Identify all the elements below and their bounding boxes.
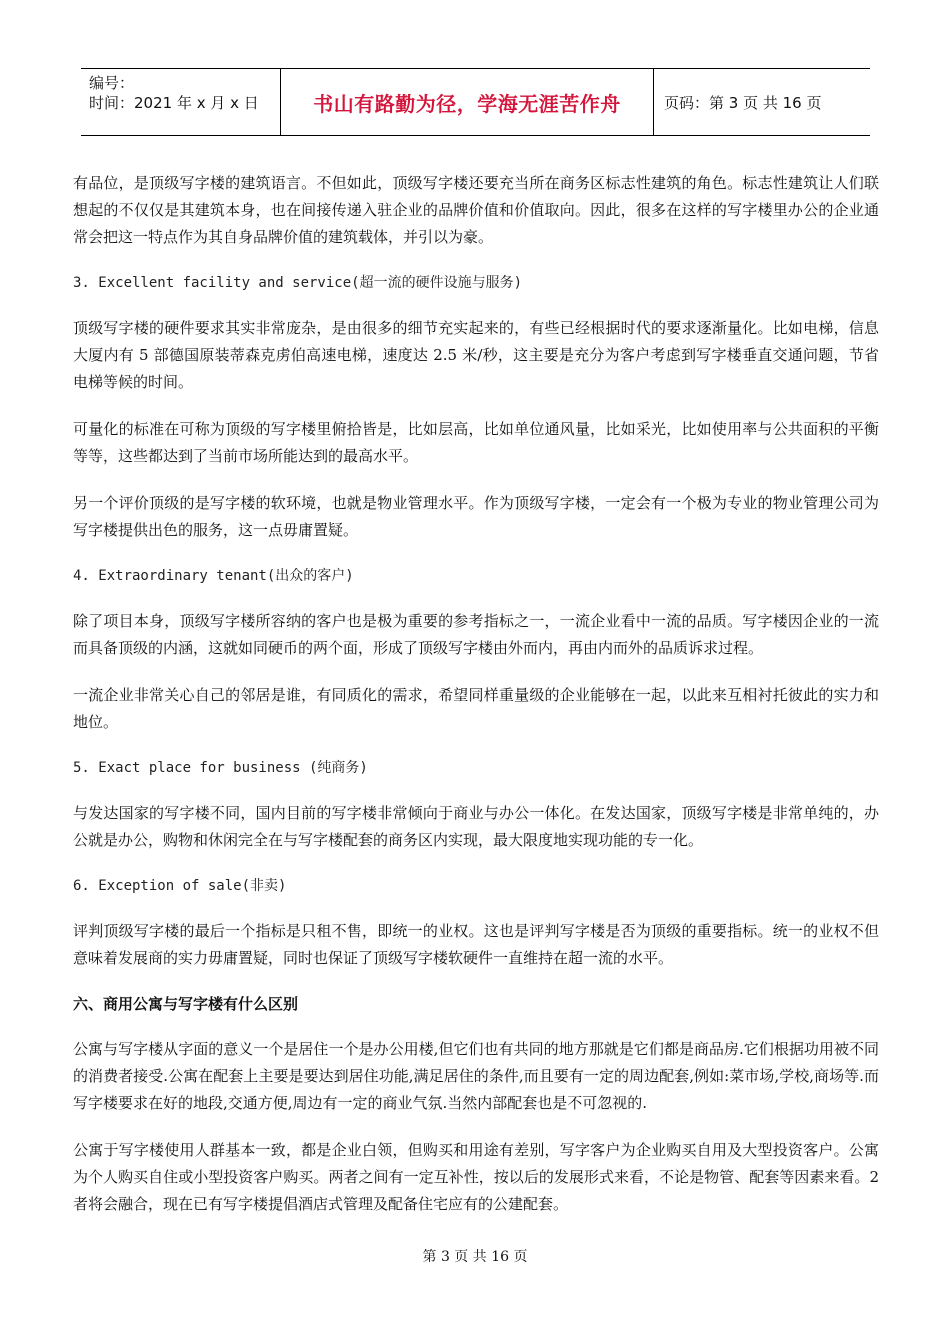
header-motto-cell — [281, 69, 654, 135]
date-label: 时间：2021 年 x 月 x 日 — [89, 94, 259, 112]
motto-text: 书山有路勤为径，学海无涯苦作舟 — [313, 91, 621, 116]
subheading-6: 6. Exception of sale(非卖) — [73, 878, 287, 894]
subheading-3: 3. Excellent facility and service(超一流的硬件设施与服务) — [73, 275, 523, 291]
paragraph: 有品位，是顶级写字楼的建筑语言。不但如此，顶级写字楼还要充当所在商务区标志性建筑的角色。标志性建筑让人们联想起的不仅仅是其建筑本身，也在间接传递入驻企业的品牌价值和价值取向。因此，很多在这样的写字楼里办公的企业通常会把这一特点作为其自身品牌价值的建筑载体，并引以为豪。 — [73, 174, 879, 246]
document-body — [73, 170, 879, 1238]
paragraph: 公寓于写字楼使用人群基本一致，都是企业白领，但购买和用途有差别，写字客户为企业购买自用及大型投资客户。公寓为个人购买自住或小型投资客户购买。两者之间有一定互补性，按以后的发展形式来看，不论是物管、配套等因素来看。2 者将会融合，现在已有写字楼提倡酒店式管理及配备住宅应有的公建配套。 — [73, 1141, 879, 1213]
paragraph: 与发达国家的写字楼不同，国内目前的写字楼非常倾向于商业与办公一体化。在发达国家，顶级写字楼是非常单纯的，办公就是办公，购物和休闲完全在与写字楼配套的商务区内实现，最大限度地实现功能的专一化。 — [73, 804, 879, 849]
paragraph: 另一个评价顶级的是写字楼的软环境，也就是物业管理水平。作为顶级写字楼，一定会有一个极为专业的物业管理公司为写字楼提供出色的服务，这一点毋庸置疑。 — [73, 494, 879, 539]
paragraph: 除了项目本身，顶级写字楼所容纳的客户也是极为重要的参考指标之一，一流企业看中一流的品质。写字楼因企业的一流而具备顶级的内涵，这就如同硬币的两个面，形成了顶级写字楼由外而内，再由内而外的品质诉求过程。 — [73, 612, 879, 657]
paragraph: 一流企业非常关心自己的邻居是谁，有同质化的需求，希望同样重量级的企业能够在一起，以此来互相衬托彼此的实力和地位。 — [73, 686, 879, 731]
number-label: 编号： — [89, 74, 135, 92]
header-meta — [81, 69, 281, 135]
footer-page-number: 第 3 页 共 16 页 — [422, 1249, 528, 1265]
section-title: 六、商用公寓与写字楼有什么区别 — [73, 995, 299, 1013]
page-header — [81, 68, 870, 136]
paragraph: 公寓与写字楼从字面的意义一个是居住一个是办公用楼,但它们也有共同的地方那就是它们都是商品房.它们根据功用被不同的消费者接受.公寓在配套上主要是要达到居住功能,满足居住的条件,而且要有一定的周边配套,例如:菜市场,学校,商场等.而写字楼要求在好的地段,交通方便,周边有一定的商业气氛.当然内部配套也是不可忽视的. — [73, 1040, 879, 1112]
paragraph: 评判顶级写字楼的最后一个指标是只租不售，即统一的业权。这也是评判写字楼是否为顶级的重要指标。统一的业权不但意味着发展商的实力毋庸置疑，同时也保证了顶级写字楼软硬件一直维持在超一流的水平。 — [73, 922, 879, 967]
page-code: 页码：第 3 页 共 16 页 — [664, 93, 822, 112]
paragraph: 顶级写字楼的硬件要求其实非常庞杂，是由很多的细节充实起来的，有些已经根据时代的要求逐渐量化。比如电梯，信息大厦内有 5 部德国原装蒂森克虏伯高速电梯，速度达 2.5 米/秒，这主要是充分为客户考虑到写字楼垂直交通问题，节省电梯等候的时间。 — [73, 319, 879, 391]
paragraph: 可量化的标准在可称为顶级的写字楼里俯拾皆是，比如层高，比如单位通风量，比如采光，比如使用率与公共面积的平衡等等，这些都达到了当前市场所能达到的最高水平。 — [73, 420, 879, 465]
page-footer — [0, 1246, 950, 1266]
subheading-4: 4. Extraordinary tenant(出众的客户) — [73, 568, 354, 584]
header-page-cell — [654, 69, 870, 135]
subheading-5: 5. Exact place for business (纯商务) — [73, 760, 368, 776]
